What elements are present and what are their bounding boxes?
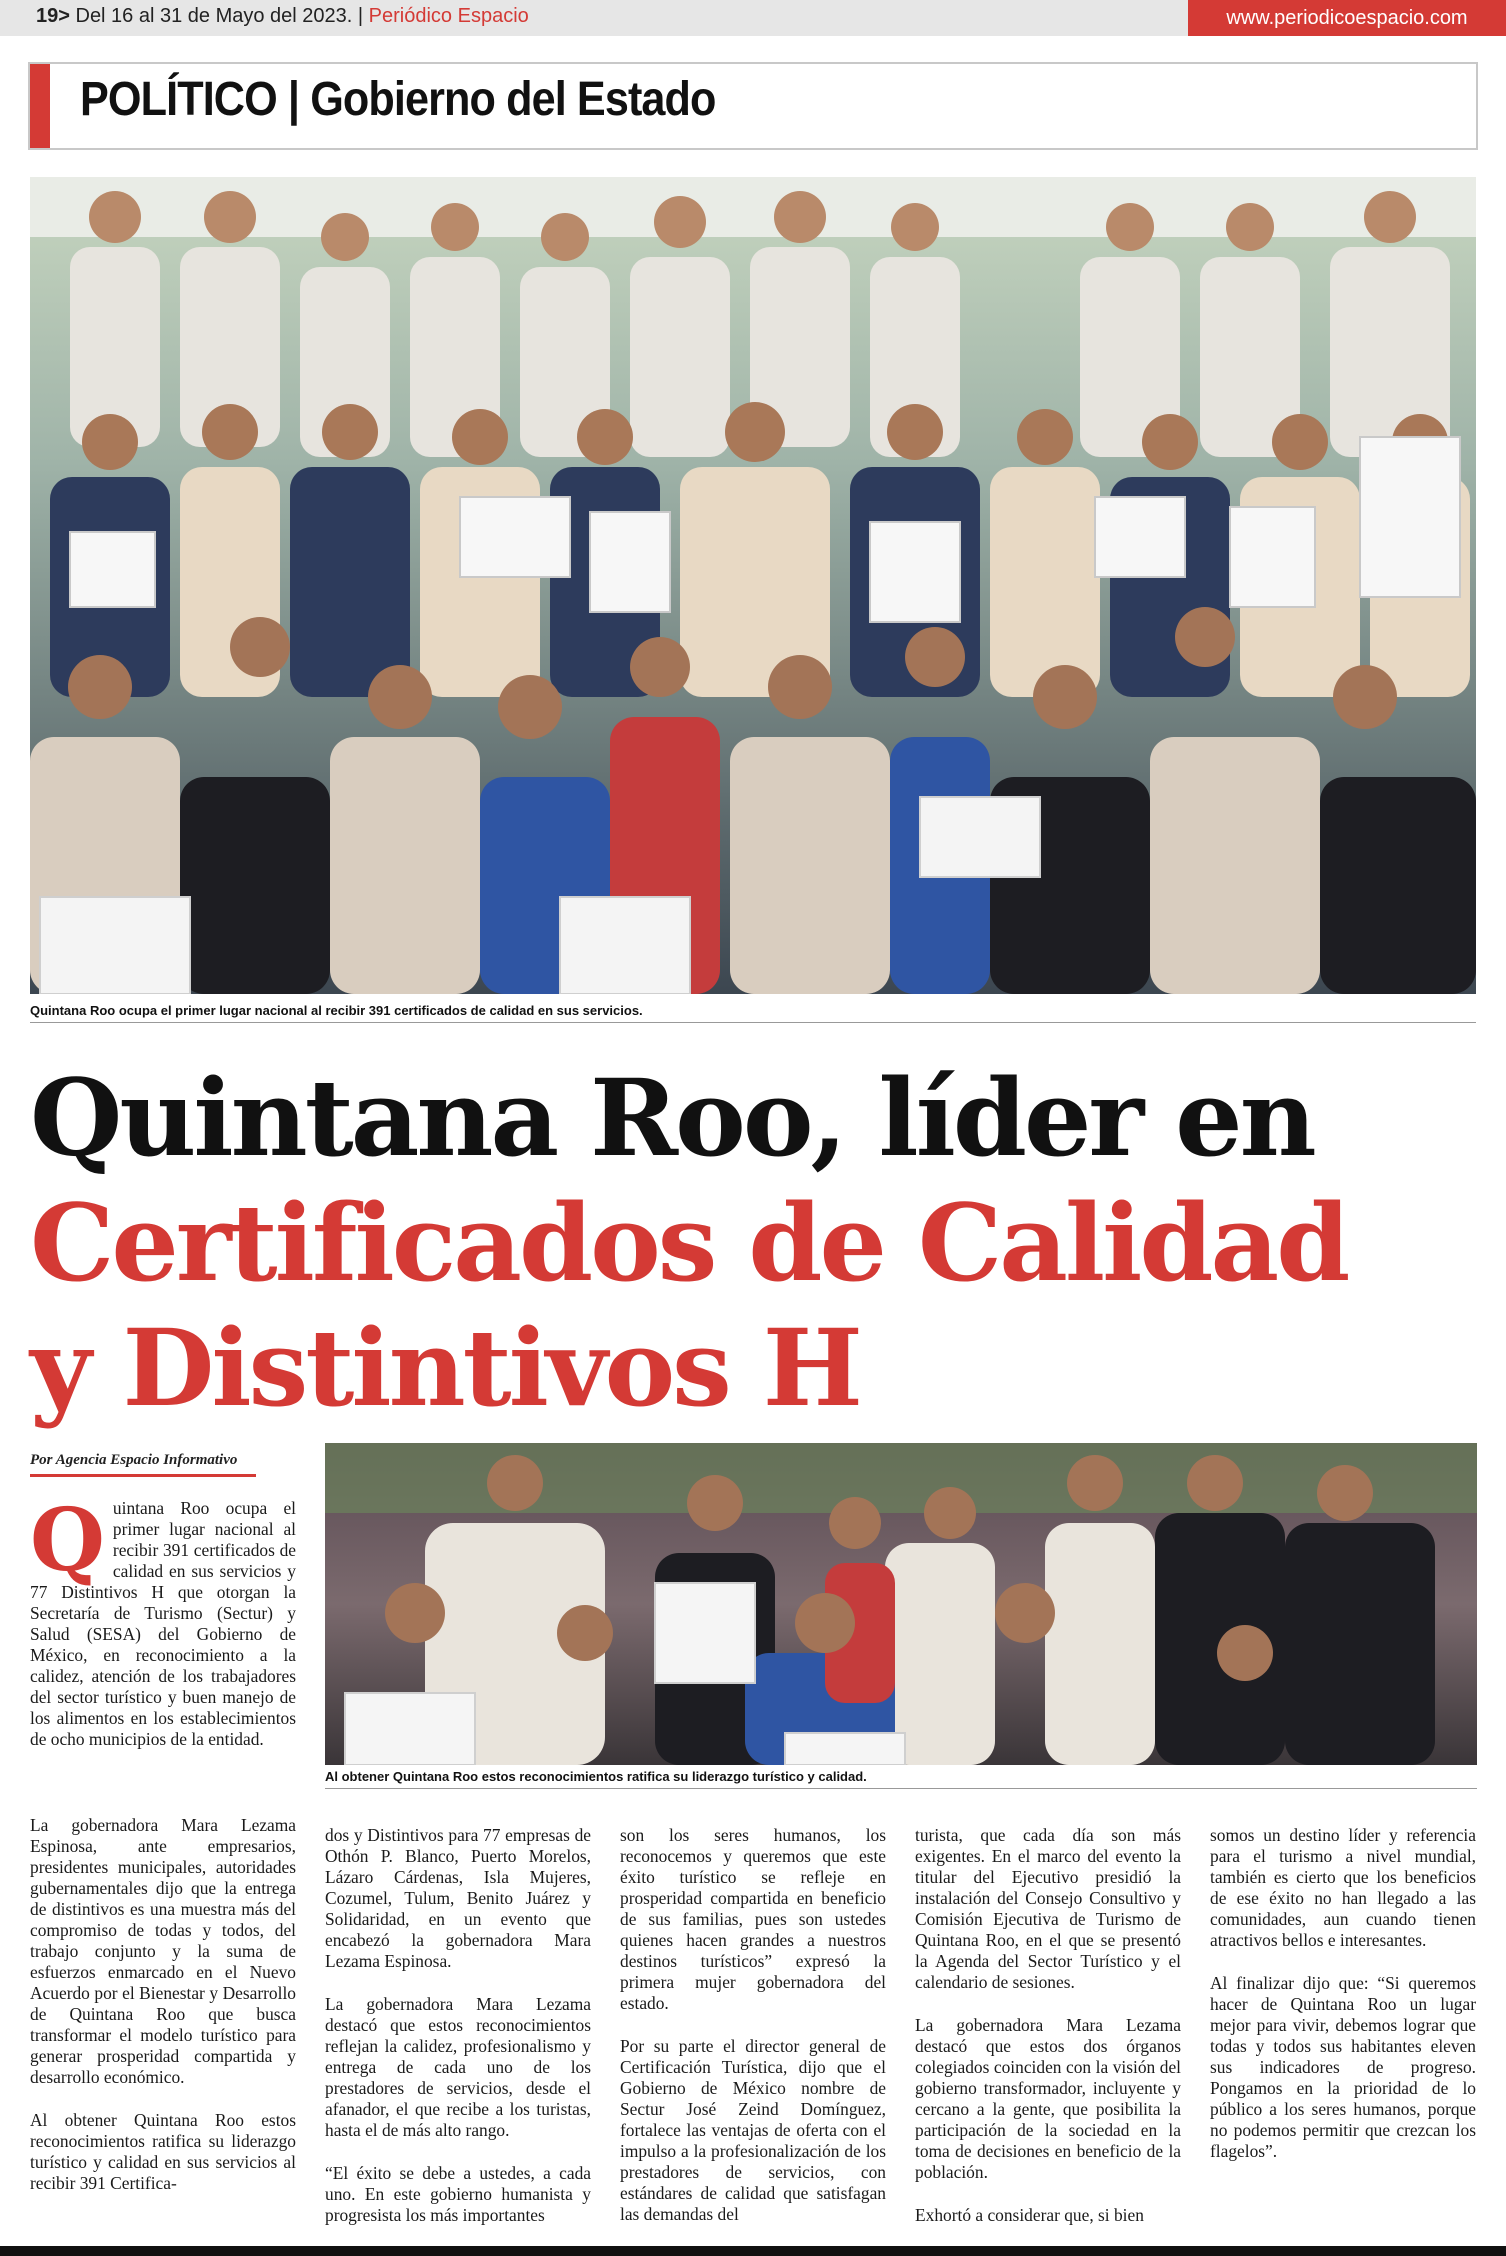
paragraph: somos un destino líder y referencia para el turismo a nivel mundial, también es cierto que los beneficios de ese éxito no han llegado a las comunidades, aun cuando tienen atractivos bellos e interesantes. bbox=[1210, 1825, 1476, 1950]
headline-line-2: Certificados de Calidad bbox=[30, 1180, 1348, 1305]
intro-text: uintana Roo ocupa el primer lugar nacional al recibir 391 certificados de calidad en sus servicios y 77 Distintivos H que otorgan la Secretaría de Turismo (Sectur) y Salud (SESA) del Gobierno de México, en reconocimiento a la calidez, atención de los trabajadores del sector turístico y buen manejo de los alimentos en los establecimientos de ocho municipios de la entidad. bbox=[30, 1498, 296, 1749]
paragraph: Al obtener Quintana Roo estos reconocimientos ratifica su liderazgo turístico y calidad en sus servicios al recibir 391 Certifica- bbox=[30, 2110, 296, 2193]
paragraph: La gobernadora Mara Lezama destacó que estos dos órganos colegiados coinciden con la visión del gobierno transformador, incluyente y cercano a la gente, que posibilita la participación de la sociedad en la toma de decisiones en beneficio de la población. bbox=[915, 2015, 1181, 2182]
byline-underline bbox=[30, 1474, 256, 1477]
section-header bbox=[28, 62, 1478, 150]
article-intro bbox=[30, 1490, 296, 1750]
issue-info bbox=[36, 5, 529, 28]
article-column-4 bbox=[915, 1825, 1181, 2248]
page-number: 19> bbox=[36, 5, 70, 27]
paragraph: La gobernadora Mara Lezama Espinosa, ante empresarios, presidentes municipales, autoridades gubernamentales dijo que la entrega de distintivos es una muestra más del compromiso de todas y todos, del trabajo conjunto y la suma de esfuerzos enmarcado en el Nuevo Acuerdo por el Bienestar y Desarrollo de Quintana Roo que busca transformar el modelo turístico para generar prosperidad compartida y desarrollo económico. bbox=[30, 1815, 296, 2087]
paragraph: Exhortó a considerar que, si bien bbox=[915, 2205, 1144, 2225]
headline-line-3: y Distintivos H bbox=[30, 1305, 860, 1430]
section-accent-bar bbox=[30, 64, 50, 148]
article-column-1 bbox=[30, 1815, 296, 2216]
secondary-photo bbox=[325, 1443, 1477, 1765]
article-column-2 bbox=[325, 1825, 591, 2248]
paragraph: turista, que cada día son más exigentes. En el marco del evento la titular del Ejecutivo presidió la instalación del Consejo Consultivo y Comisión Ejecutiva de Turismo de Quintana Roo, en el que se presentó la Agenda del Sector Turístico y el calendario de sesiones. bbox=[915, 1825, 1181, 1992]
top-bar bbox=[0, 0, 1506, 36]
publication-name: Periódico Espacio bbox=[368, 5, 529, 27]
paragraph: “El éxito se debe a ustedes, a cada uno. En este gobierno humanista y progresista los más importantes bbox=[325, 2163, 591, 2225]
paragraph: La gobernadora Mara Lezama destacó que estos reconocimientos reflejan la calidez, profesionalismo y entrega de cada uno de los prestadores de servicios, desde el afanador, el que recibe a los turistas, hasta el de más alto rango. bbox=[325, 1994, 591, 2140]
footer-bar bbox=[0, 2246, 1506, 2256]
paragraph: dos y Distintivos para 77 empresas de Othón P. Blanco, Puerto Morelos, Lázaro Cárdenas, Isla Mujeres, Cozumel, Tulum, Benito Juárez y Solidaridad, en un evento que encabezó la gobernadora Mara Lezama Espinosa. bbox=[325, 1825, 591, 1971]
secondary-caption-divider bbox=[325, 1788, 1477, 1789]
byline: Por Agencia Espacio Informativo bbox=[30, 1452, 238, 1468]
caption-divider bbox=[30, 1022, 1476, 1023]
article-column-3 bbox=[620, 1825, 886, 2247]
secondary-photo-caption: Al obtener Quintana Roo estos reconocimientos ratifica su liderazgo turístico y calidad. bbox=[325, 1769, 867, 1784]
paragraph: Por su parte el director general de Certificación Turística, dijo que el Gobierno de México nombre de Sectur José Zeind Domínguez, fortalece las ventajas de oferta con el impulso a la profesionalización de los prestadores de servicios, con estándares de calidad que satisfagan las demandas del bbox=[620, 2036, 886, 2224]
paragraph: son los seres humanos, los reconocemos y queremos que este éxito turístico se refleje en prosperidad compartida en beneficio de sus familias, pues son ustedes quienes hacen grandes a nuestros destinos turísticos” expresó la primera mujer gobernadora del estado. bbox=[620, 1825, 886, 2013]
paragraph: Al finalizar dijo que: “Si queremos hacer de Quintana Roo un lugar mejor para vivir, debemos lograr que todas y todos sus habitantes eleven sus indicadores de progreso. Pongamos en la prioridad de lo público a los seres humanos, porque no podemos permitir que crezcan los flagelos”. bbox=[1210, 1973, 1476, 2161]
article-column-5 bbox=[1210, 1825, 1476, 2184]
section-label: POLÍTICO | Gobierno del Estado bbox=[80, 73, 716, 126]
issue-date: Del 16 al 31 de Mayo del 2023. | bbox=[69, 5, 369, 27]
headline-line-1: Quintana Roo, líder en bbox=[30, 1055, 1314, 1180]
website-link[interactable]: www.periodicoespacio.com bbox=[1188, 0, 1506, 36]
main-photo bbox=[30, 177, 1476, 994]
drop-cap: Q bbox=[30, 1490, 105, 1591]
main-photo-caption: Quintana Roo ocupa el primer lugar nacional al recibir 391 certificados de calidad en sus servicios. bbox=[30, 1003, 643, 1018]
